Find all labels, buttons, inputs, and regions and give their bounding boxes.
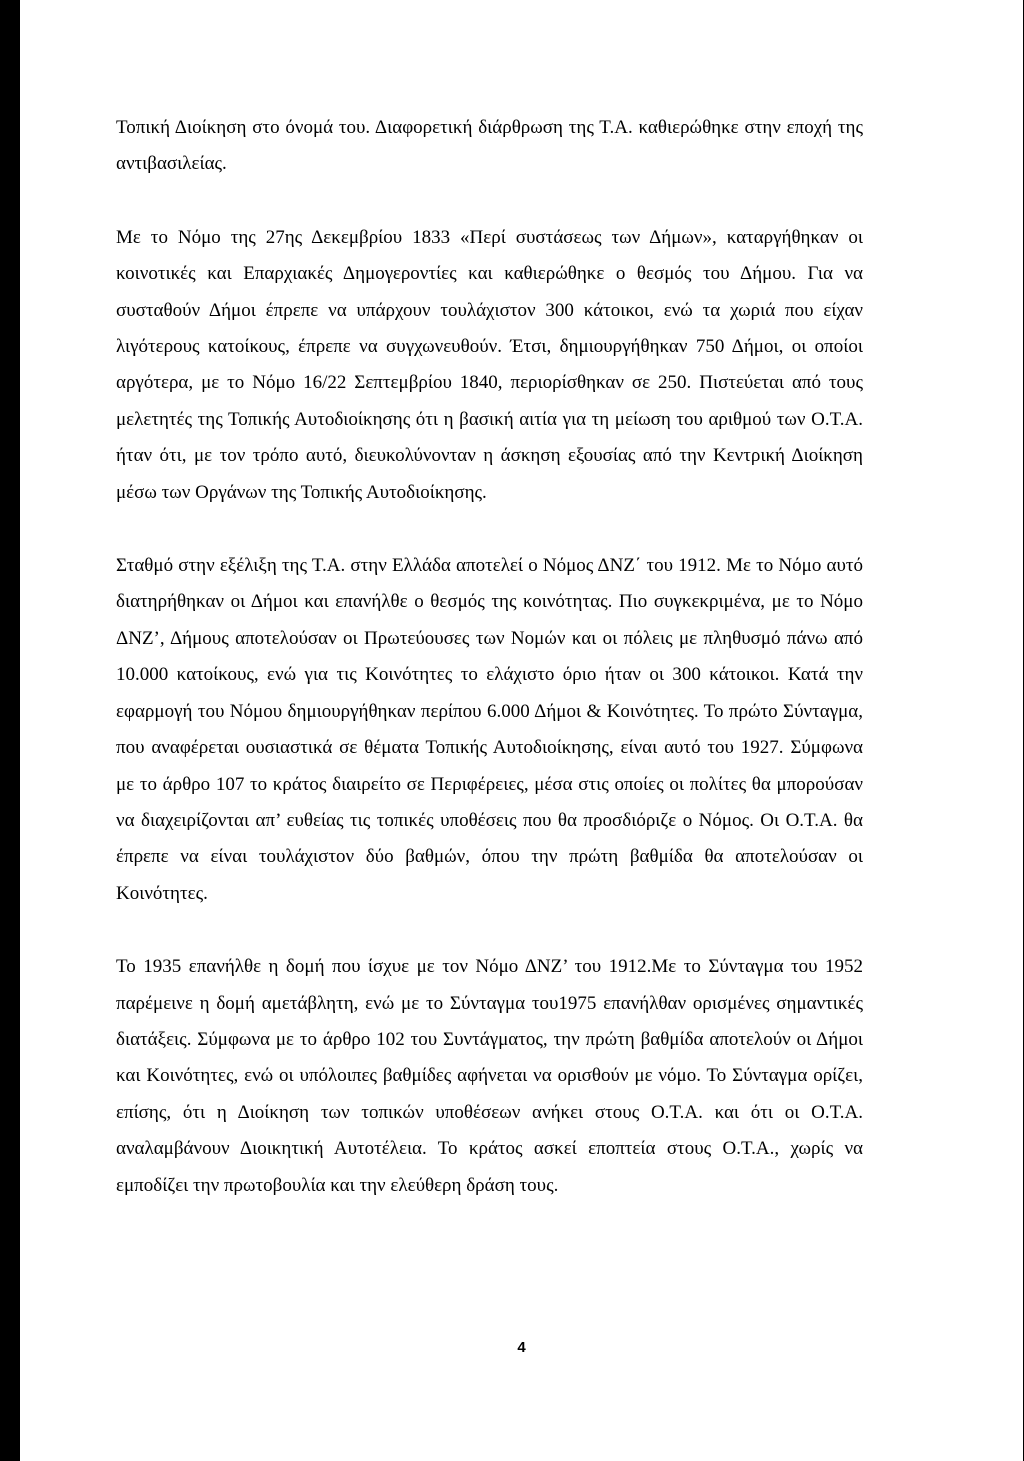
paragraph-2: Με το Νόμο της 27ης Δεκεμβρίου 1833 «Περί συστάσεως των Δήμων», καταργήθηκαν οι κοινοτικές και Επαρχιακές Δημογεροντίες και καθιερώθηκε ο θεσμός του Δήμου. Για να συσταθούν Δήμοι έπρεπε να υπάρχουν τουλάχιστον 300 κάτοικοι, ενώ τα χωριά που είχαν λιγότερους κατοίκους, έπρεπε να συγχωνευθούν. Έτσι, δημιουργήθηκαν 750 Δήμοι, οι οποίοι αργότερα, με το Νόμο 16/22 Σεπτεμβρίου 1840, περιορίσθηκαν σε 250. Πιστεύεται από τους μελετητές της Τοπικής Αυτοδιοίκησης ότι η βασική αιτία για τη μείωση του αριθμού των Ο.Τ.Α. ήταν ότι, με τον τρόπο αυτό, διευκολύνονταν η άσκηση εξουσίας από την Κεντρική Διοίκηση μέσω των Οργάνων της Τοπικής Αυτοδιοίκησης. [116,226,863,503]
document-page [20,0,1023,1461]
document-body [116,110,863,1204]
paragraph-1: Τοπική Διοίκηση στο όνομά του. Διαφορετική διάρθρωση της Τ.Α. καθιερώθηκε στην εποχή της αντιβασιλείας. [116,117,863,175]
paragraph-3: Σταθμό στην εξέλιξη της Τ.Α. στην Ελλάδα αποτελεί ο Νόμος ΔΝΖ΄ του 1912. Με το Νόμο αυτό διατηρήθηκαν οι Δήμοι και επανήλθε ο θεσμός της κοινότητας. Πιο συγκεκριμένα, με το Νόμο ΔΝΖ’, Δήμους αποτελούσαν οι Πρωτεύουσες των Νομών και οι πόλεις με πληθυσμό πάνω από 10.000 κατοίκους, ενώ για τις Κοινότητες το ελάχιστο όριο ήταν οι 300 κάτοικοι. Κατά την εφαρμογή του Νόμου δημιουργήθηκαν περίπου 6.000 Δήμοι & Κοινότητες. Το πρώτο Σύνταγμα, που αναφέρεται ουσιαστικά σε θέματα Τοπικής Αυτοδιοίκησης, είναι αυτό του 1927. Σύμφωνα με το άρθρο 107 το κράτος διαιρείτο σε Περιφέρειες, μέσα στις οποίες οι πολίτες θα μπορούσαν να διαχειρίζονται απ’ ευθείας τις τοπικές υποθέσεις που θα προσδιόριζε ο Νόμος. Οι Ο.Τ.Α. θα έπρεπε να είναι τουλάχιστον δύο βαθμών, όπου την πρώτη βαθμίδα θα αποτελούσαν οι Κοινότητες. [116,555,863,904]
paragraph-4: Το 1935 επανήλθε η δομή που ίσχυε με τον Νόμο ΔΝΖ’ του 1912.Με το Σύνταγμα του 1952 παρέμεινε η δομή αμετάβλητη, ενώ με το Σύνταγμα του1975 επανήλθαν ορισμένες σημαντικές διατάξεις. Σύμφωνα με το άρθρο 102 του Συντάγματος, την πρώτη βαθμίδα αποτελούν οι Δήμοι και Κοινότητες, ενώ οι υπόλοιπες βαθμίδες αφήνεται να ορισθούν με νόμο. Το Σύνταγμα ορίζει, επίσης, ότι η Διοίκηση των τοπικών υποθέσεων ανήκει στους Ο.Τ.Α. και ότι οι Ο.Τ.Α. αναλαμβάνουν Διοικητική Αυτοτέλεια. Το κράτος ασκεί εποπτεία στους Ο.Τ.Α., χωρίς να εμποδίζει την πρωτοβουλία και την ελεύθερη δράση τους. [116,956,863,1196]
page-number: 4 [517,1339,526,1356]
